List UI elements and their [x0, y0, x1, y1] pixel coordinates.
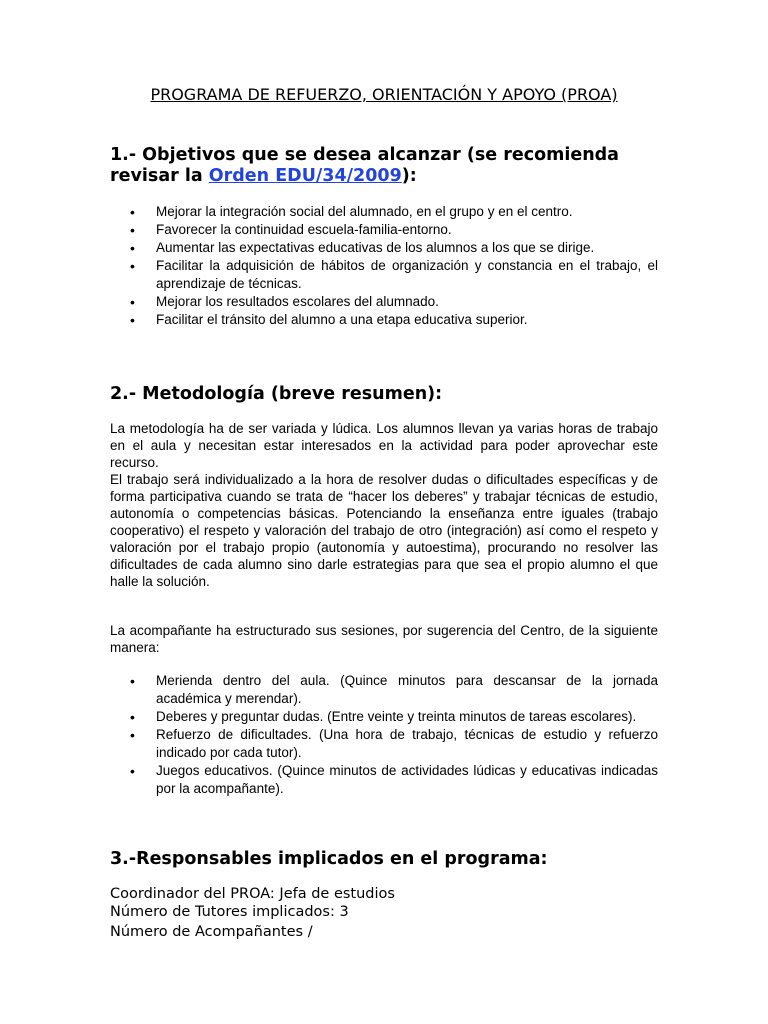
objectives-list [110, 203, 658, 329]
sessions-list [110, 672, 658, 798]
coordinator-line: Coordinador del PROA: Jefa de estudios [110, 886, 395, 902]
list-item: • Juegos educativos. (Quince minutos de actividades lúdicas y educativas indicadas por la acompañante). [110, 762, 658, 798]
section-1-heading-suffix: ): [401, 166, 417, 186]
list-item: • Facilitar el tránsito del alumno a una etapa educativa superior. [110, 311, 658, 329]
list-item: • Mejorar la integración social del alumnado, en el grupo y en el centro. [110, 203, 658, 221]
methodology-text-2: El trabajo será individualizado a la hora de resolver dudas o dificultades específicas y de forma participativa cuando se trata de “hacer los deberes” y trabajar técnicas de estudio, autonomía o competencias básicas. Potenciando la enseñanza entre iguales (trabajo cooperativo) el respeto y valoración del trabajo de otro (integración) así como el respeto y valoración por el trabajo propio (autonomía y autoestima), procurando no resolver las dificultades de cada alumno sino darle estrategias para que sea el propio alumno el que halle la solución. [110, 472, 658, 589]
sessions-intro-paragraph: La acompañante ha estructurado sus sesiones, por sugerencia del Centro, de la siguiente manera: [110, 623, 658, 655]
list-item: • Merienda dentro del aula. (Quince minutos para descansar de la jornada académica y merendar). [110, 672, 658, 708]
methodology-paragraph [110, 420, 658, 590]
orden-edu-link[interactable]: Orden EDU/34/2009 [208, 166, 402, 186]
section-1-heading [110, 145, 658, 187]
list-item: • Refuerzo de dificultades. (Una hora de trabajo, técnicas de estudio y refuerzo indicado por cada tutor). [110, 726, 658, 762]
document-title: PROGRAMA DE REFUERZO, ORIENTACIÓN Y APOYO (PROA) [150, 85, 618, 104]
methodology-text-1: La metodología ha de ser variada y lúdica. Los alumnos llevan ya varias horas de trabajo en el aula y necesitan estar interesados en la actividad para poder aprovechar este recurso. [110, 421, 658, 470]
list-item: • Deberes y preguntar dudas. (Entre veinte y treinta minutos de tareas escolares). [110, 708, 658, 726]
list-item: • Aumentar las expectativas educativas de los alumnos a los que se dirige. [110, 239, 658, 257]
list-item: • Facilitar la adquisición de hábitos de organización y constancia en el trabajo, el aprendizaje de técnicas. [110, 257, 658, 293]
tutors-line: Número de Tutores implicados: 3 [110, 904, 349, 920]
section-2-heading: 2.- Metodología (breve resumen): [110, 384, 443, 404]
list-item: • Favorecer la continuidad escuela-familia-entorno. [110, 221, 658, 239]
section-1-heading-text: 1.- Objetivos que se desea alcanzar (se recomienda revisar la [110, 145, 619, 186]
companions-line: Número de Acompañantes / [110, 924, 313, 940]
list-item: • Mejorar los resultados escolares del alumnado. [110, 293, 658, 311]
section-3-heading: 3.-Responsables implicados en el programa: [110, 849, 548, 869]
